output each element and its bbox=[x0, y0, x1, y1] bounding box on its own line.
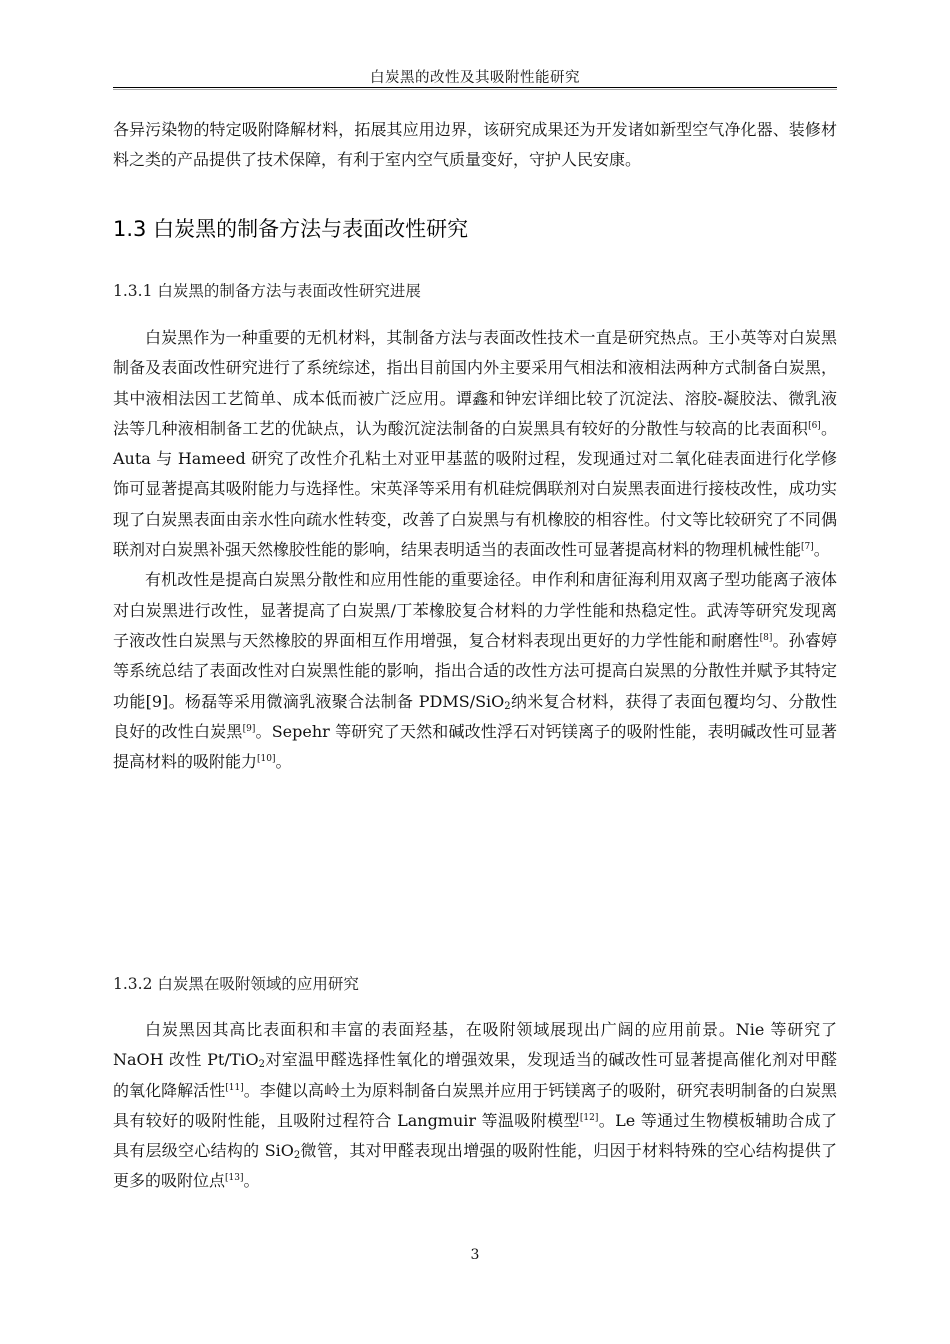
subsection-heading-1-3-1: 1.3.1 白炭黑的制备方法与表面改性研究进展 bbox=[113, 282, 421, 300]
citation: [13] bbox=[225, 1173, 244, 1184]
text-run: 。 bbox=[275, 752, 292, 772]
header-rule-shadow bbox=[113, 89, 837, 90]
text-run: 对室温甲醛选择性氧化的增强效果，发现适当的碱改性可显著提高催化剂对甲醛的氧化降解活性 bbox=[113, 1050, 837, 1100]
citation: [10] bbox=[257, 754, 276, 765]
citation: [7] bbox=[801, 542, 814, 553]
text-run: 。 bbox=[813, 540, 830, 560]
running-header-title: 白炭黑的改性及其吸附性能研究 bbox=[370, 70, 580, 86]
text-run: 。Auta 与 Hameed 研究了改性介孔粘土对亚甲基蓝的吸附过程，发现通过对二氧化硅表面进行化学修饰可显著提高其吸附能力与选择性。宋英泽等采用有机硅烷偶联剂对白炭黑表面进行接枝改性，成功实现了白炭黑表面由亲水性向疏水性转变，改善了白炭黑与有机橡胶的相容性。付文等比较研究了不同偶联剂对白炭黑补强天然橡胶性能的影响，结果表明适当的表面改性可显著提高材料的物理机械性能 bbox=[113, 418, 837, 560]
citation: [9] bbox=[242, 723, 256, 734]
section-heading-1-3: 1.3 白炭黑的制备方法与表面改性研究 bbox=[113, 217, 469, 241]
text-run: 。李健以高岭土为原料制备白炭黑并应用于钙镁离子的吸附，研究表明制备的白炭黑具有较好的吸附性能，且吸附过程符合 Langmuir 等温吸附模型 bbox=[113, 1080, 837, 1130]
intro-paragraph-block bbox=[113, 115, 837, 176]
text-run: 。Sepehr 等研究了天然和碱改性浮石对钙镁离子的吸附性能，表明碱改性可显著提高材料的吸附能力 bbox=[113, 721, 837, 772]
intro-paragraph: 各异污染物的特定吸附降解材料，拓展其应用边界，该研究成果还为开发诸如新型空气净化器、装修材料之类的产品提供了技术保障，有利于室内空气质量变好，守护人民安康。 bbox=[113, 120, 837, 170]
text-run: 。孙睿婷等系统总结了表面改性对白炭黑性能的影响，指出合适的改性方法可提高白炭黑的分散性并赋予其特定功能[9]。杨磊等采用微滴乳液聚合法制备 PDMS/SiO bbox=[113, 630, 837, 711]
citation: [6] bbox=[808, 420, 821, 431]
text-run: 。 bbox=[243, 1171, 260, 1191]
subscript: 2 bbox=[504, 700, 511, 712]
text-run: 。Le 等通过生物模板辅助合成了具有层级空心结构的 SiO bbox=[113, 1110, 837, 1161]
subscript: 2 bbox=[293, 1150, 301, 1162]
text-run: 微管，其对甲醛表现出增强的吸附性能，归因于材料特殊的空心结构提供了更多的吸附位点 bbox=[113, 1141, 837, 1191]
subsection-1-3-1-body bbox=[113, 323, 837, 777]
paragraph bbox=[113, 565, 837, 777]
subsection-1-3-2-body bbox=[113, 1015, 837, 1197]
page-number: 3 bbox=[470, 1247, 480, 1263]
header-rule bbox=[113, 87, 837, 88]
paragraph bbox=[113, 323, 837, 565]
subsection-heading-1-3-2: 1.3.2 白炭黑在吸附领域的应用研究 bbox=[113, 975, 359, 993]
text-run: 有机改性是提高白炭黑分散性和应用性能的重要途径。申作利和唐征海利用双离子型功能离子液体对白炭黑进行改性，显著提高了白炭黑/丁苯橡胶复合材料的力学性能和热稳定性。武涛等研究发现离子液改性白炭黑与天然橡胶的界面相互作用增强，复合材料表现出更好的力学性能和耐磨性 bbox=[113, 570, 837, 650]
text-run: 白炭黑因其高比表面积和丰富的表面羟基，在吸附领域展现出广阔的应用前景。Nie 等研究了 NaOH 改性 Pt/TiO bbox=[113, 1020, 837, 1070]
citation: [11] bbox=[225, 1082, 244, 1093]
subscript: 2 bbox=[258, 1059, 266, 1071]
citation: [12] bbox=[579, 1112, 599, 1123]
paragraph bbox=[113, 1015, 837, 1197]
text-run: 纳米复合材料，获得了表面包覆均匀、分散性良好的改性白炭黑 bbox=[113, 691, 837, 741]
citation: [8] bbox=[759, 632, 773, 643]
text-run: 白炭黑作为一种重要的无机材料，其制备方法与表面改性技术一直是研究热点。王小英等对白炭黑制备及表面改性研究进行了系统综述，指出目前国内外主要采用气相法和液相法两种方式制备白炭黑，其中液相法因工艺简单、成本低而被广泛应用。谭鑫和钟宏详细比较了沉淀法、溶胶-凝胶法、微乳液法等几种液相制备工艺的优缺点，认为酸沉淀法制备的白炭黑具有较好的分散性与较高的比表面积 bbox=[113, 328, 837, 438]
